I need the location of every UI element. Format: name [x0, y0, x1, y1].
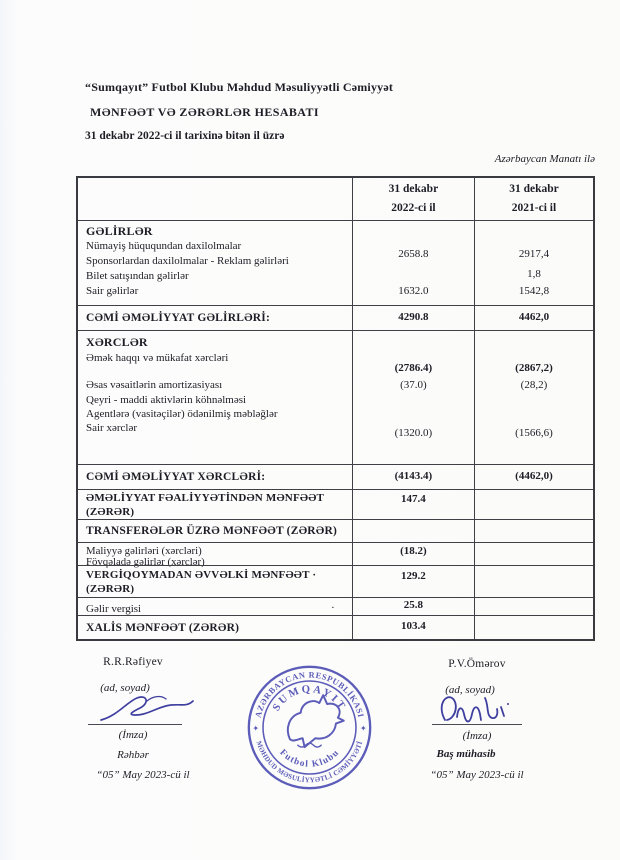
- header-2022-line2: 2022-ci il: [391, 202, 436, 214]
- income-main-2022: 2658.8: [398, 248, 429, 260]
- total-income-2022: 4290.8: [398, 311, 429, 323]
- operating-profit-2022: 147.4: [401, 493, 426, 505]
- pretax-line2: (ZƏRƏR): [86, 583, 135, 595]
- total-expense-2021: (4462,0): [515, 470, 553, 482]
- expenses-heading: XƏRCLƏR: [86, 335, 148, 349]
- expense-line-other: Sair xərclər: [86, 422, 137, 434]
- expenses-2021-cell: [474, 331, 593, 464]
- incomes-2021-cell: [474, 221, 593, 305]
- stray-dot: .: [331, 599, 335, 611]
- expense-depreciation-2021: (28,2): [520, 379, 548, 391]
- signer-right-date: “05” May 2023-cü il: [430, 769, 524, 781]
- signer-left-name: R.R.Rəfiyev: [103, 656, 163, 668]
- finance-2021-empty: [474, 543, 593, 565]
- income-tickets-2021: 1,8: [527, 268, 541, 280]
- header-empty-cell: [78, 178, 352, 220]
- transfers-2021-empty: [474, 520, 593, 542]
- signer-left-role: Rəhbər: [117, 749, 149, 761]
- expense-other-2021: (1566,6): [515, 427, 553, 439]
- expenses-labels: [78, 331, 352, 464]
- income-tax-2022: 25.8: [403, 599, 424, 611]
- header-2022-line1: 31 dekabr: [388, 183, 439, 195]
- net-profit-2022: 103.4: [401, 620, 426, 632]
- operating-profit-row: [78, 489, 593, 519]
- income-main-2021: 2917,4: [518, 248, 550, 260]
- incomes-2022-cell: [352, 221, 474, 305]
- incomes-heading: GƏLİRLƏR: [86, 224, 153, 238]
- expense-salary-2022: (2786.4): [394, 362, 433, 374]
- signature-left-line: [88, 724, 182, 725]
- stamp-text-city: SUMQAYIT: [270, 683, 349, 714]
- signer-left-sign-hint: (İmza): [118, 729, 148, 741]
- expense-line-salary: Əmək haqqı və mükafat xərcləri: [86, 352, 229, 364]
- stamp-text-country: AZƏRBAYCAN RESPUBLİKASI: [253, 670, 366, 719]
- signer-right-name-hint: (ad, soyad): [445, 684, 495, 696]
- header-2021: [474, 178, 593, 220]
- net-profit-2021-empty: [474, 616, 593, 639]
- pretax-profit-row: [78, 565, 593, 597]
- income-line-other: Sair gəlirlər: [86, 285, 139, 297]
- signer-right-role: Baş mühasib: [436, 748, 496, 760]
- report-period: 31 dekabr 2022-ci il tarixinə bitən il üzrə: [85, 130, 285, 142]
- transfers-label: TRANSFERƏLƏR ÜZRƏ MƏNFƏƏT (ZƏRƏR): [86, 525, 338, 537]
- signer-right-name: P.V.Ömərov: [448, 658, 506, 670]
- pretax-2021-empty: [474, 566, 593, 597]
- expense-line-agents: Agentlərə (vasitəçilər) ödənilmiş məbləğlər: [86, 408, 278, 420]
- income-line-sponsors: Sponsorlardan daxilolmalar - Reklam gəlirləri: [86, 255, 289, 267]
- net-profit-row: [78, 615, 593, 639]
- operating-profit-2021-empty: [474, 490, 593, 519]
- expense-salary-2021: (2867,2): [515, 362, 553, 374]
- signature-right-ink: [433, 690, 523, 726]
- total-expense-label: CƏMİ ƏMƏLİYYAT XƏRCLƏRİ:: [86, 471, 266, 483]
- finance-row: [78, 542, 593, 568]
- table-header-row: [78, 178, 593, 220]
- net-profit-label: XALİS MƏNFƏƏT (ZƏRƏR): [86, 622, 240, 634]
- report-title: MƏNFƏƏT VƏ ZƏRƏRLƏR HESABATI: [90, 105, 319, 119]
- incomes-row: [78, 220, 593, 305]
- stamp-text-club: Futbol Klubu: [277, 747, 342, 770]
- stamp-text-llc: MƏHDUD MƏSULİYYƏTLİ CƏMİYYƏTİ: [254, 739, 365, 785]
- signer-left-name-hint: (ad, soyad): [100, 682, 150, 694]
- expense-other-2022: (1320.0): [394, 427, 433, 439]
- income-tax-2021-empty: [474, 598, 593, 615]
- income-tax-row: [78, 597, 593, 615]
- total-income-2021: 4462,0: [518, 311, 550, 323]
- incomes-labels: [78, 221, 352, 305]
- expenses-row: [78, 330, 593, 464]
- total-income-label: CƏMİ ƏMƏLİYYAT GƏLİRLƏRİ:: [86, 312, 271, 324]
- expenses-2022-cell: [352, 331, 474, 464]
- finance-2022: (18.2): [400, 545, 427, 557]
- currency-note: Azərbaycan Manatı ilə: [494, 153, 595, 165]
- stamp-star-left-icon: ✦: [252, 723, 259, 733]
- profit-loss-table: [76, 176, 595, 641]
- income-tax-label: Gəlir vergisi: [86, 603, 142, 615]
- income-line-broadcast: Nümayiş hüququndan daxilolmalar: [86, 240, 242, 252]
- company-name: “Sumqayıt” Futbol Klubu Məhdud Məsuliyyətli Cəmiyyət: [85, 80, 394, 94]
- expense-line-depreciation: Əsas vəsaitlərin amortizasiyası: [86, 379, 223, 391]
- finance-line1: Maliyyə gəlirləri (xərcləri): [86, 545, 202, 557]
- expense-depreciation-2022: (37.0): [400, 379, 427, 391]
- income-line-tickets: Bilet satışından gəlirlər: [86, 270, 189, 282]
- company-stamp: [241, 659, 378, 796]
- pretax-line1: VERGİQOYMADAN ƏVVƏLKİ MƏNFƏƏT ·: [86, 569, 317, 581]
- total-expense-row: [78, 464, 593, 489]
- expense-line-intangibles: Qeyri - maddi aktivlərin köhnəlməsi: [86, 394, 247, 406]
- total-income-row: [78, 305, 593, 330]
- transfers-row: [78, 519, 593, 542]
- header-2021-line1: 31 dekabr: [509, 183, 559, 195]
- transfers-2022-empty: [352, 520, 474, 542]
- operating-profit-line2: (ZƏRƏR): [86, 506, 135, 518]
- header-2021-line2: 2021-ci il: [511, 202, 557, 214]
- finance-line2: Fövqəladə gəlirlər (xərclər): [86, 556, 205, 568]
- signature-right-line: [432, 724, 522, 725]
- income-other-2021: 1542,8: [518, 285, 550, 297]
- total-expense-2022: (4143.4): [394, 470, 433, 482]
- income-other-2022: 1632.0: [398, 285, 429, 297]
- signer-right-sign-hint: (İmza): [462, 730, 492, 742]
- header-2022: [352, 178, 474, 220]
- operating-profit-line1: ƏMƏLİYYAT FƏALİYYƏTİNDƏN MƏNFƏƏT: [86, 492, 325, 504]
- signer-left-date: “05” May 2023-cü il: [96, 769, 190, 781]
- pretax-2022: 129.2: [401, 570, 426, 582]
- stamp-star-right-icon: ✦: [360, 723, 367, 733]
- signature-left-ink: [95, 692, 200, 726]
